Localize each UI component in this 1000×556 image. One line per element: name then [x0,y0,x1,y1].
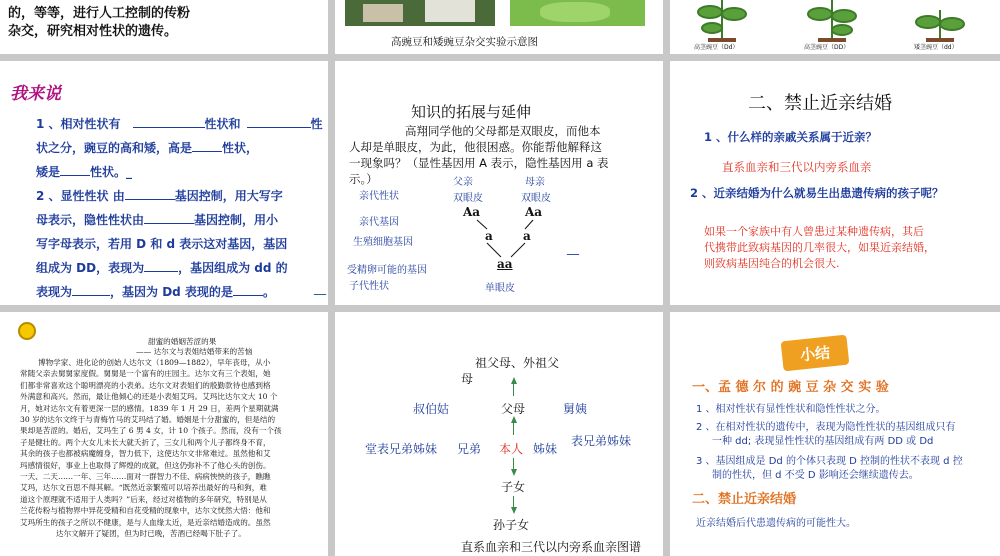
extension-para-2: 人却是单眼皮，为此，他很困惑。你能帮他解释这 [349,140,602,154]
q-line-4: 2 、显性性状 由 基因控制，用大写字 [36,189,283,203]
q-line-8: 表现为 ，基因为 Dd 表现的是 。 [36,285,275,299]
node-cousins-left: 堂表兄弟姊妹 [365,442,438,456]
arrow-up-grandparents [511,377,517,384]
panel-pea-plants [670,0,1000,54]
node-self: 本人 [499,442,524,456]
answer-2-line-3: 则致病基因纯合的机会很大. [704,257,840,270]
mother-genotype: Aa [525,205,543,219]
mendel-line-1: 的，等等，进行人工控制的传粉 [8,6,191,21]
sun-icon [18,322,36,340]
extension-blank: __ [567,241,579,255]
row-germ-gene: 生殖细胞基因 [353,237,413,248]
row-parent-gene: 亲代基因 [359,217,399,228]
node-children: 子女 [501,480,526,494]
trailing-blank: __ [314,281,326,295]
experiment-photo-left [345,0,495,26]
father-genotype: Aa [463,205,481,219]
node-maternal-uncle: 舅姨 [563,402,588,416]
story-subtitle: —— 达尔文与表姐结婚带来的苦恼 [136,347,253,356]
child-genotype: aa [497,257,513,271]
node-grandparents: 祖父母、外祖父 [475,356,560,370]
panel-kinship-diagram [335,312,663,556]
summary-banner: 小结 [781,335,850,372]
panel-no-consanguineous [670,61,1000,305]
summary-item-3b: 制的性状，但 d 不受 D 影响还会继续遗传去。 [712,470,919,481]
extension-para-1: 高翔同学他的父母都是双眼皮，而他本 [405,124,601,138]
mendel-line-2: 杂交，研究相对性状的遗传。 [8,24,178,39]
node-parents: 父母 [501,402,526,416]
row-child-trait: 子代性状 [349,281,389,292]
summary-item-4: 近亲结婚后代患遗传病的可能性大。 [696,518,856,529]
arrow-down-self [511,469,517,476]
plant-label-dwarf: 矮茎豌豆（dd） [914,44,958,51]
father-trait: 双眼皮 [453,193,483,204]
story-title: 甜蜜的婚姻苦涩的果 [148,337,217,346]
experiment-caption: 高豌豆和矮豌豆杂交实验示意图 [391,36,538,48]
summary-item-2b: 一种 dd; 表现显性性状的基因组成有两 DD 或 Dd [712,436,934,447]
q-line-3: 矮是 性状。_ [36,165,133,179]
i-say-title: 我来说 [10,84,61,104]
story-body: 博物学家、进化论的创始人达尔文（1809—1882），早年丧母，从小 常随父亲去舅舅家度假。舅舅是一个富有的庄园主。达尔文有三个表姐，她 们都非常喜欢这个聪明漂亮的小表弟。达尔文对表姐们的殷勤款待也感到格 外满意和高兴。然而，最让他倾心的还是小表姐艾玛。艾玛比达尔文大 10 个 月，她对达尔文有着更深一层的感情。1839 年 1 月 29 日，差两个星期就满 30 岁的达尔文终于与青梅竹马的艾玛结了婚。婚姻是十分甜蜜的，但是结的 果却是苦涩的。婚后，艾玛生了 6 男 4 女，计 10 个孩子。然而，没有一个孩 子是健壮的。两个大女儿未长大就夭折了，三女儿和两个儿子都终身不育， 其余的孩子也都被病魔缠身，智力低下，这使达尔文非常难过。虽然他和艾 玛感情很好，事业上也取得了辉煌的成就，但这仍弥补不了他心头的创伤。 一天、二天……一年、三年……面对一群智力不佳、病病怏怏的孩子，瞧瞧 艾玛，达尔文百思不得其解。“既然近亲繁殖可以培养出最好的马和狗，难 道这个原理就不适用于人类吗？”后来，经过对植物的多年研究，特别是从 兰花传粉与植物界中异花受精和自花受精的现象中，达尔文恍然大悟：他和 艾玛所生的孩子之所以不健康，是与人血缘太近，是近亲结婚造成的。虽然 达尔文解开了疑团，但为时已晚，苦酒已经喝下肚子了。 [20,358,282,539]
panel-summary [670,312,1000,556]
diagram-caption: 直系血亲和三代以内旁系血亲图谱 [461,540,642,554]
node-sisters: 姊妹 [533,442,558,456]
arrow-up-parents [511,416,517,423]
label-father: 父亲 [453,177,473,188]
question-2: 2 、近亲结婚为什么就易生出患遗传病的孩子呢？ [690,186,944,200]
node-cousins-right: 表兄弟姊妹 [571,434,632,448]
mother-gamete: a [523,229,531,243]
node-brothers: 兄弟 [457,442,482,456]
q-line-2: 状之分，豌豆的高和矮，高是 性状， [36,141,259,155]
row-parent-trait: 亲代性状 [359,191,399,202]
extension-para-3: 一现象吗？（显性基因用 A 表示，隐性基因用 a 表 [349,156,609,170]
plant-label-dd-homo: 高茎豌豆（DD） [804,44,850,51]
father-gamete: a [485,229,493,243]
summary-item-3a: 3 、基因组成是 Dd 的个体只表现 D 控制的性状不表现 d 控 [696,456,963,467]
panel-cross-experiment [335,0,663,54]
node-mu: 母 [461,372,474,386]
arrow-down-children [511,507,517,514]
extension-para-4: 示。） [349,172,378,186]
summary-heading-1: 一、孟 德 尔 的 豌 豆 杂 交 实 验 [692,380,889,395]
panel-mendel-text [0,0,328,54]
experiment-photo-right [510,0,645,26]
panel-i-say [0,61,328,305]
summary-heading-2: 二、禁止近亲结婚 [692,492,797,507]
summary-item-2a: 2 、在相对性状的遗传中，表现为隐性性状的基因组成只有 [696,422,956,433]
panel-darwin-story [0,312,328,556]
label-mother: 母亲 [525,177,545,188]
extension-title: 知识的拓展与延伸 [411,103,532,121]
answer-2-line-1: 如果一个家族中有人曾患过某种遗传病，其后 [704,225,924,238]
q-line-5: 母表示，隐性性状由 基因控制，用小 [36,213,279,227]
node-grandchildren: 孙子女 [493,518,530,532]
summary-item-1: 1 、相对性状有显性性状和隐性性状之分。 [696,404,886,415]
answer-2-line-2: 代携带此致病基因的几率很大，如果近亲结婚， [704,241,935,254]
section-title: 二、禁止近亲结婚 [748,93,892,114]
child-phenotype: 单眼皮 [485,283,515,294]
mother-trait: 双眼皮 [521,193,551,204]
pea-plants-illustration [670,0,1000,42]
q-line-7: 组成为 DD，表现为 ，基因组成为 dd 的 [36,261,288,275]
node-uncle-aunt: 叔伯姑 [413,402,450,416]
q-line-1: 1 、相对性状有 性状和 性 [36,117,323,131]
q-line-6: 写字母表示，若用 D 和 d 表示这对基因，基因 [36,237,288,251]
plant-label-dd-hetero: 高茎豌豆（Dd） [694,44,739,51]
row-zygote-gene: 受精卵可能的基因 [347,265,427,276]
answer-1: 直系血亲和三代以内旁系血亲 [722,160,872,174]
question-1: 1 、什么样的亲戚关系属于近亲？ [704,130,878,144]
panel-knowledge-extension [335,61,663,305]
